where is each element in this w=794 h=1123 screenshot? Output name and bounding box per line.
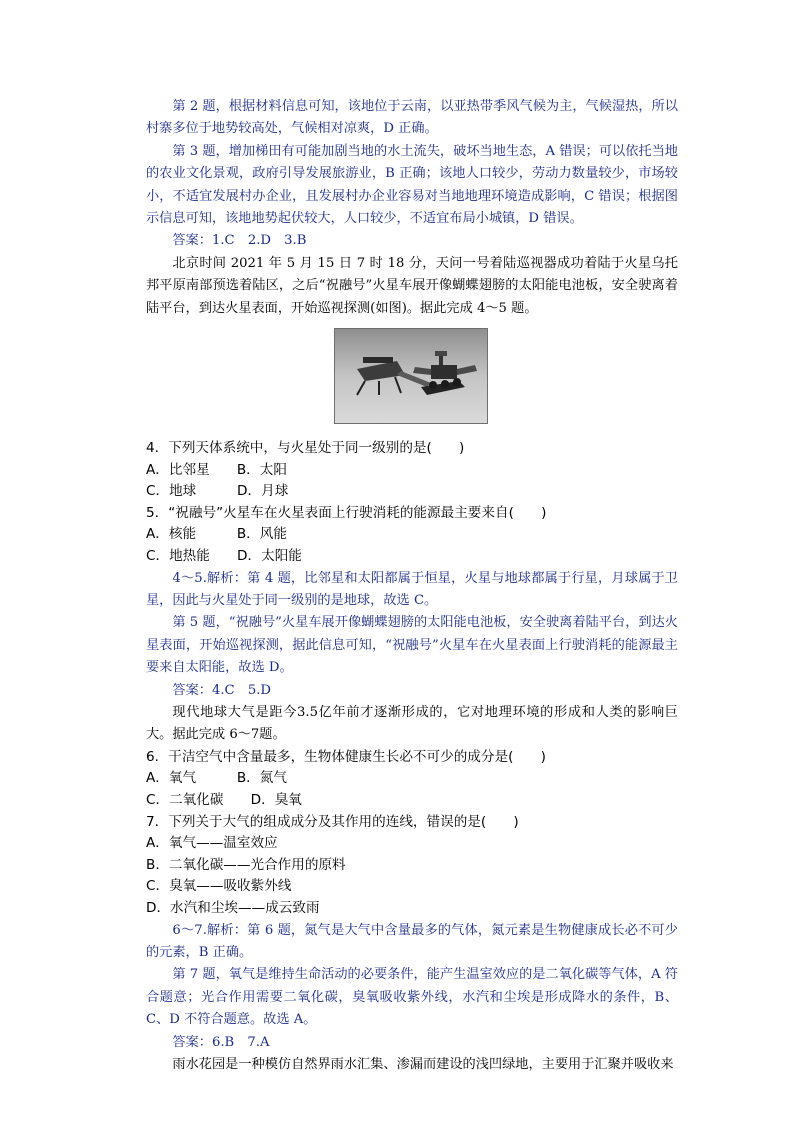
- answer-1-3: 答案：1.C 2.D 3.B: [172, 233, 307, 249]
- question-4: 4．下列天体系统中，与火星处于同一级别的是( ): [146, 440, 465, 457]
- passage-atmosphere: 现代地球大气是距今3.5亿年前才逐渐形成的，它对地理环境的形成和人类的影响巨大。据此完成 6～7题。: [146, 705, 678, 743]
- question-5: 5．“祝融号”火星车在火星表面上行驶消耗的能源最主要来自( ): [146, 504, 547, 521]
- question-6-options-ab: A．氧气 B．氮气: [146, 770, 287, 787]
- question-5-options-ab: A．核能 B．风能: [146, 526, 287, 543]
- passage-mars-rover: 北京时间 2021 年 5 月 15 日 7 时 18 分，天问一号着陆巡视器成功着陆于火星乌托邦平原南部预选着陆区，之后“祝融号”火星车展开像蝴蝶翅膀的太阳能电池板，安全驶离着陆平台，到达火星表面，开始巡视探测(如图)。据此完成 4～5 题。: [146, 255, 678, 316]
- document-page: [146, 96, 678, 1076]
- answer-6-7: 答案：6.B 7.A: [172, 1034, 270, 1050]
- question-4-options-ab: A．比邻星 B．太阳: [146, 461, 287, 478]
- passage-rain-garden: 雨水花园是一种模仿自然界雨水汇集、渗漏而建设的浅凹绿地，主要用于汇聚并吸收来: [172, 1057, 674, 1073]
- explanation-q3: 第 3 题，增加梯田有可能加剧当地的水土流失，破坏当地生态，A 错误；可以依托当地的农业文化景观，政府引导发展旅游业，B 正确；该地人口较少，劳动力数量较少，市场较小，不适宜发展村办企业，且发展村办企业容易对当地地理环境造成影响，C 错误；根据图示信息可知，该地地势起伏较大，人口较少，不适宜布局小城镇，D 错误。: [146, 143, 678, 227]
- answer-4-5: 答案：4.C 5.D: [172, 682, 271, 698]
- rover-illustration: [335, 329, 487, 423]
- question-7-option-c: C．臭氧——吸收紫外线: [146, 878, 292, 895]
- question-7: 7．下列关于大气的组成成分及其作用的连线，错误的是( ): [146, 813, 519, 830]
- question-7-option-a: A．氧气——温室效应: [146, 835, 278, 852]
- question-5-options-cd: C．地热能 D．太阳能: [146, 548, 302, 565]
- explanation-q4: 4～5.解析：第 4 题，比邻星和太阳都属于恒星，火星与地球都属于行星，月球属于卫星，因此与火星处于同一级别的是地球，故选 C。: [146, 570, 678, 609]
- question-6: 6．干洁空气中含量最多，生物体健康生长必不可少的成分是( ): [146, 748, 546, 765]
- mars-rover-photo: [334, 328, 488, 424]
- question-6-options-cd: C．二氧化碳 D．臭氧: [146, 792, 302, 809]
- question-7-option-b: B．二氧化碳——光合作用的原料: [146, 856, 346, 873]
- explanation-q2: 第 2 题，根据材料信息可知，该地位于云南，以亚热带季风气候为主，气候湿热，所以村寨多位于地势较高处，气候相对凉爽，D 正确。: [146, 99, 678, 137]
- explanation-q6: 6～7.解析：第 6 题，氮气是大气中含量最多的气体，氮元素是生物健康成长必不可少的元素，B 正确。: [146, 922, 678, 961]
- question-7-option-d: D．水汽和尘埃——成云致雨: [146, 900, 320, 917]
- explanation-q5: 第 5 题，“祝融号”火星车展开像蝴蝶翅膀的太阳能电池板，安全驶离着陆平台，到达火星表面，开始巡视探测，据此信息可知，“祝融号”火星车在火星表面上行驶消耗的能源最主要来自太阳能，故选 D。: [146, 615, 678, 676]
- explanation-q7: 第 7 题，氧气是维持生命活动的必要条件，能产生温室效应的是二氧化碳等气体，A 符合题意；光合作用需要二氧化碳，臭氧吸收紫外线，水汽和尘埃是形成降水的条件，B、C、D 不符合题意。故选 A。: [146, 967, 678, 1028]
- question-4-options-cd: C．地球 D．月球: [146, 483, 289, 500]
